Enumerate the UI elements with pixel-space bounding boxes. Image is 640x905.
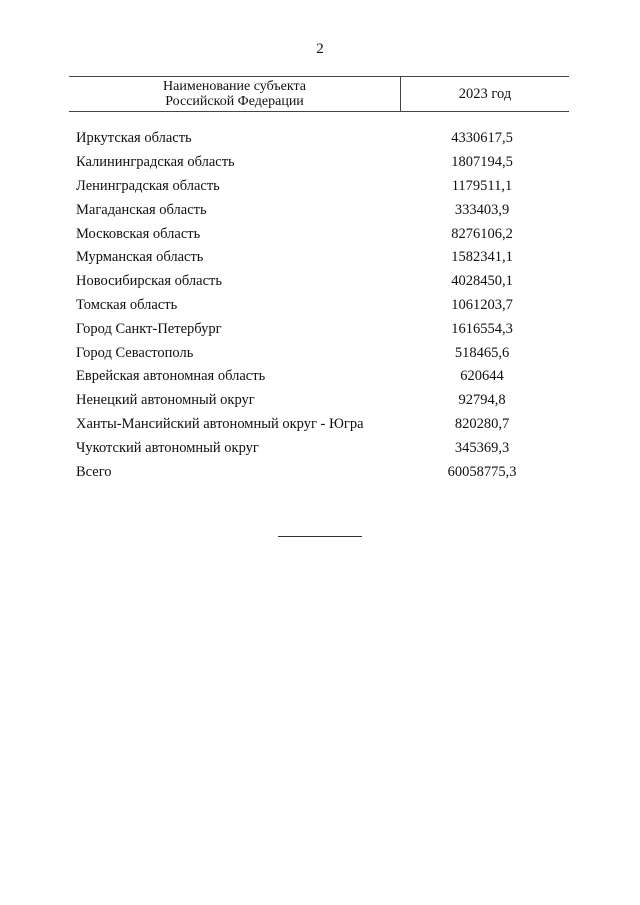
table-row: [76, 246, 570, 270]
row-subject-name: Всего: [76, 463, 112, 480]
row-value: 60058775,3: [447, 463, 517, 480]
row-subject-name: Иркутская область: [76, 130, 192, 147]
row-subject-name: Новосибирская область: [76, 273, 222, 290]
table-row-total: [76, 460, 570, 484]
row-subject-name: Город Санкт-Петербург: [76, 320, 222, 337]
table-row: [76, 436, 570, 460]
table-header: [69, 76, 569, 112]
row-subject-name: Московская область: [76, 225, 201, 242]
row-subject-name: Ханты-Мансийский автономный округ - Югра: [76, 415, 364, 432]
row-value: 4028450,1: [451, 273, 513, 290]
row-value: 92794,8: [458, 392, 506, 409]
row-value: 820280,7: [454, 415, 510, 432]
end-of-document-rule: [278, 536, 362, 537]
row-subject-name: Магаданская область: [76, 201, 207, 218]
table-row: [76, 151, 570, 175]
row-value: 620644: [460, 368, 504, 385]
row-value: 1807194,5: [451, 154, 513, 171]
table-row: [76, 270, 570, 294]
column-header-subject-line2: Российской Федерации: [165, 94, 304, 109]
row-value: 4330617,5: [451, 130, 513, 147]
column-header-year: 2023 год: [458, 85, 512, 102]
row-value: 1616554,3: [451, 320, 513, 337]
column-header-subject: [69, 77, 401, 111]
table-body: [76, 127, 570, 484]
row-subject-name: Ленинградская область: [76, 177, 220, 194]
row-subject-name: Ненецкий автономный округ: [76, 392, 255, 409]
table-row: [76, 198, 570, 222]
table-row: [76, 175, 570, 199]
table-row: [76, 365, 570, 389]
row-subject-name: Мурманская область: [76, 249, 204, 266]
table-row: [76, 317, 570, 341]
page-number: 2: [316, 41, 324, 57]
row-value: 8276106,2: [451, 225, 513, 242]
row-value: 1582341,1: [451, 249, 513, 266]
row-subject-name: Томская область: [76, 296, 178, 313]
table-row: [76, 127, 570, 151]
row-value: 518465,6: [454, 344, 510, 361]
row-value: 1179511,1: [451, 177, 513, 194]
table-row: [76, 222, 570, 246]
row-subject-name: Еврейская автономная область: [76, 368, 266, 385]
table-row: [76, 294, 570, 318]
row-value: 345369,3: [454, 439, 510, 456]
row-subject-name: Чукотский автономный округ: [76, 439, 259, 456]
row-subject-name: Калининградская область: [76, 154, 235, 171]
row-value: 333403,9: [454, 201, 510, 218]
table-row: [76, 389, 570, 413]
table-row: [76, 341, 570, 365]
row-value: 1061203,7: [451, 296, 513, 313]
table-row: [76, 413, 570, 437]
row-subject-name: Город Севастополь: [76, 344, 194, 361]
column-header-subject-line1: Наименование субъекта: [163, 79, 306, 94]
